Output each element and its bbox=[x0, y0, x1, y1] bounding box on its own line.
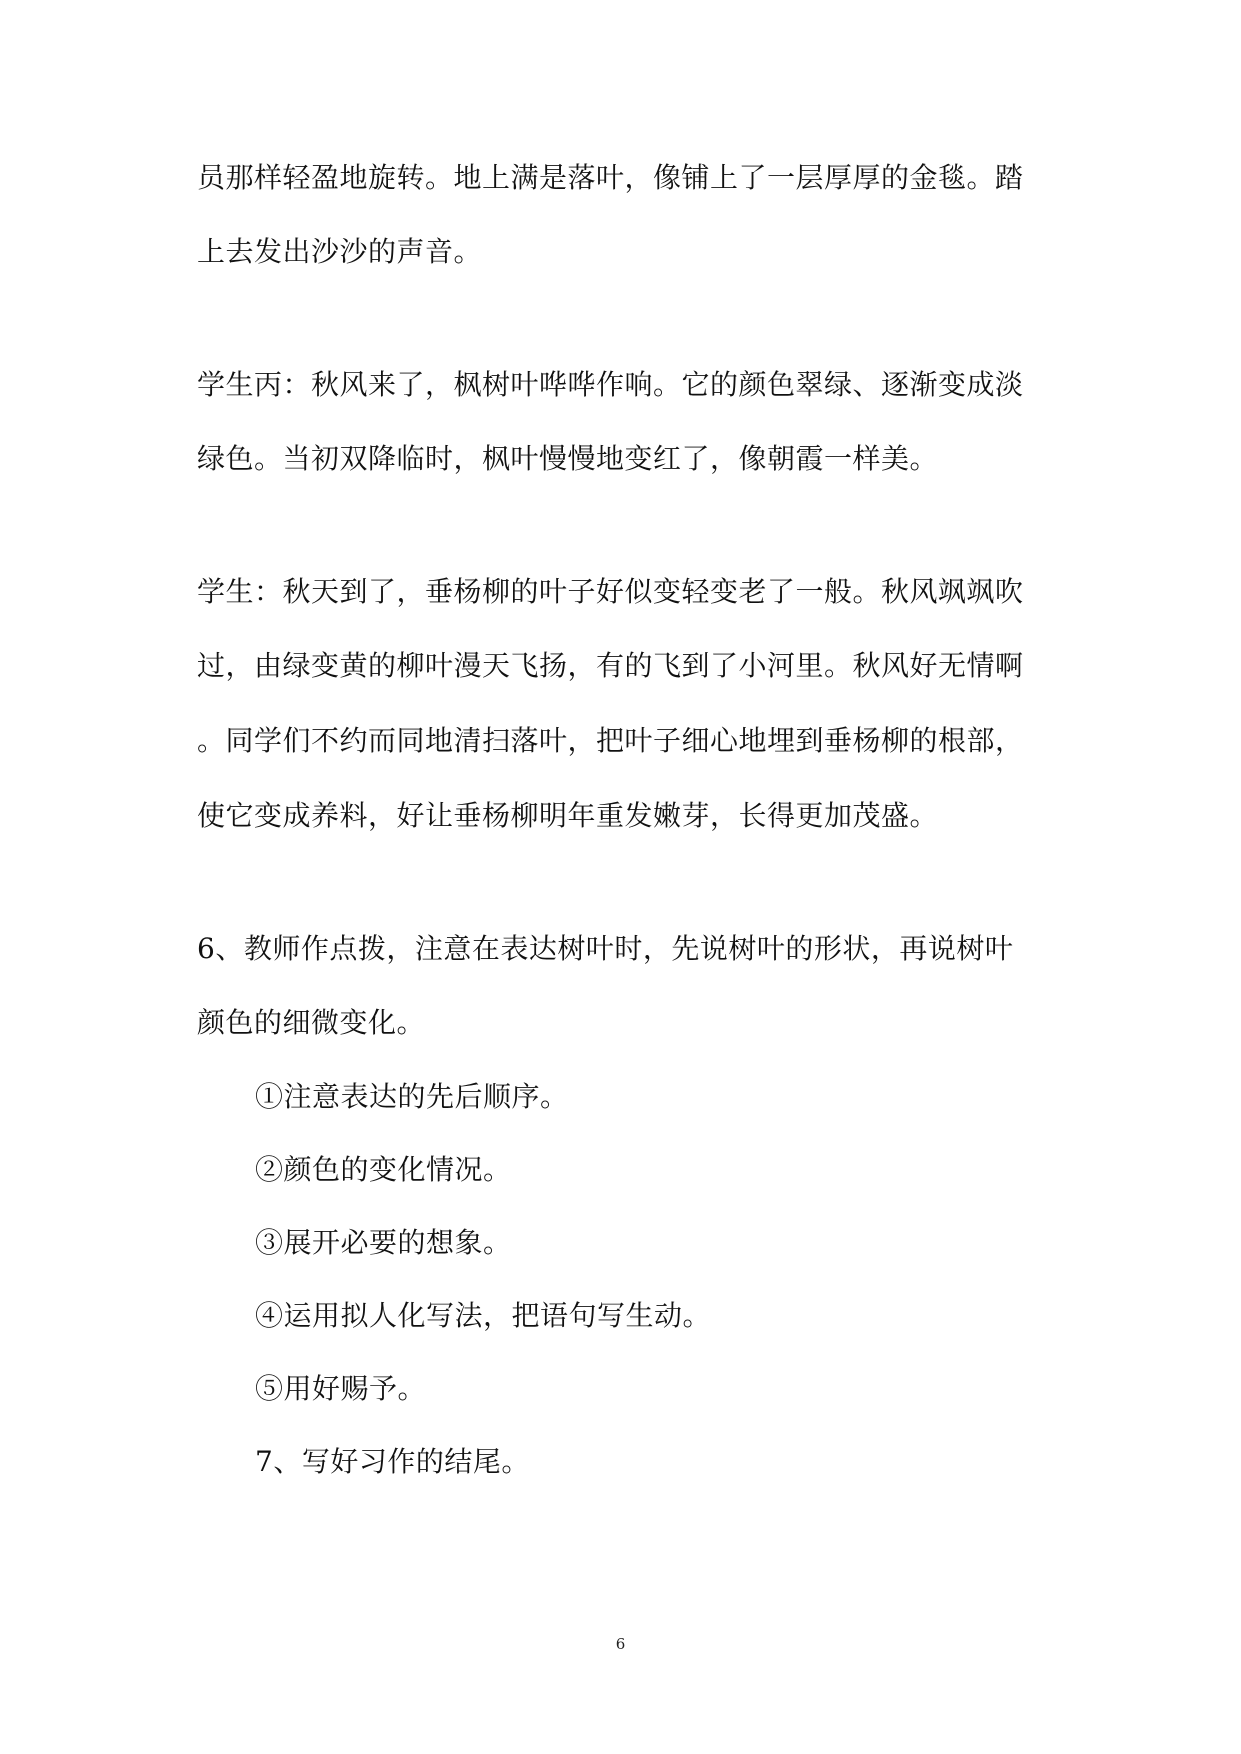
list-item: ①注意表达的先后顺序。 bbox=[255, 1080, 569, 1113]
list-item: ③展开必要的想象。 bbox=[255, 1226, 512, 1259]
text-line: 学生：秋天到了，垂杨柳的叶子好似变轻变老了一般。秋风飒飒吹 bbox=[197, 575, 1024, 608]
text-line: 。同学们不约而同地清扫落叶，把叶子细心地埋到垂杨柳的根部， bbox=[197, 724, 1024, 757]
text-line: 7、写好习作的结尾。 bbox=[255, 1445, 530, 1478]
text-line: 过，由绿变黄的柳叶漫天飞扬，有的飞到了小河里。秋风好无情啊 bbox=[197, 649, 1024, 682]
list-item: ④运用拟人化写法，把语句写生动。 bbox=[255, 1299, 712, 1332]
list-item: ⑤用好赐予。 bbox=[255, 1372, 427, 1405]
text-line: 绿色。当初双降临时，枫叶慢慢地变红了，像朝霞一样美。 bbox=[197, 442, 939, 475]
page-number: 6 bbox=[615, 1635, 626, 1653]
text-line: 上去发出沙沙的声音。 bbox=[197, 235, 483, 268]
text-line: 学生丙：秋风来了，枫树叶哗哗作响。它的颜色翠绿、逐渐变成淡 bbox=[197, 368, 1024, 401]
text-line: 6、教师作点拨，注意在表达树叶时，先说树叶的形状，再说树叶 bbox=[197, 932, 1014, 965]
text-line: 颜色的细微变化。 bbox=[197, 1006, 426, 1039]
text-line: 员那样轻盈地旋转。地上满是落叶，像铺上了一层厚厚的金毯。踏 bbox=[197, 161, 1024, 194]
text-line: 使它变成养料，好让垂杨柳明年重发嫩芽，长得更加茂盛。 bbox=[197, 799, 939, 832]
list-item: ②颜色的变化情况。 bbox=[255, 1153, 512, 1186]
